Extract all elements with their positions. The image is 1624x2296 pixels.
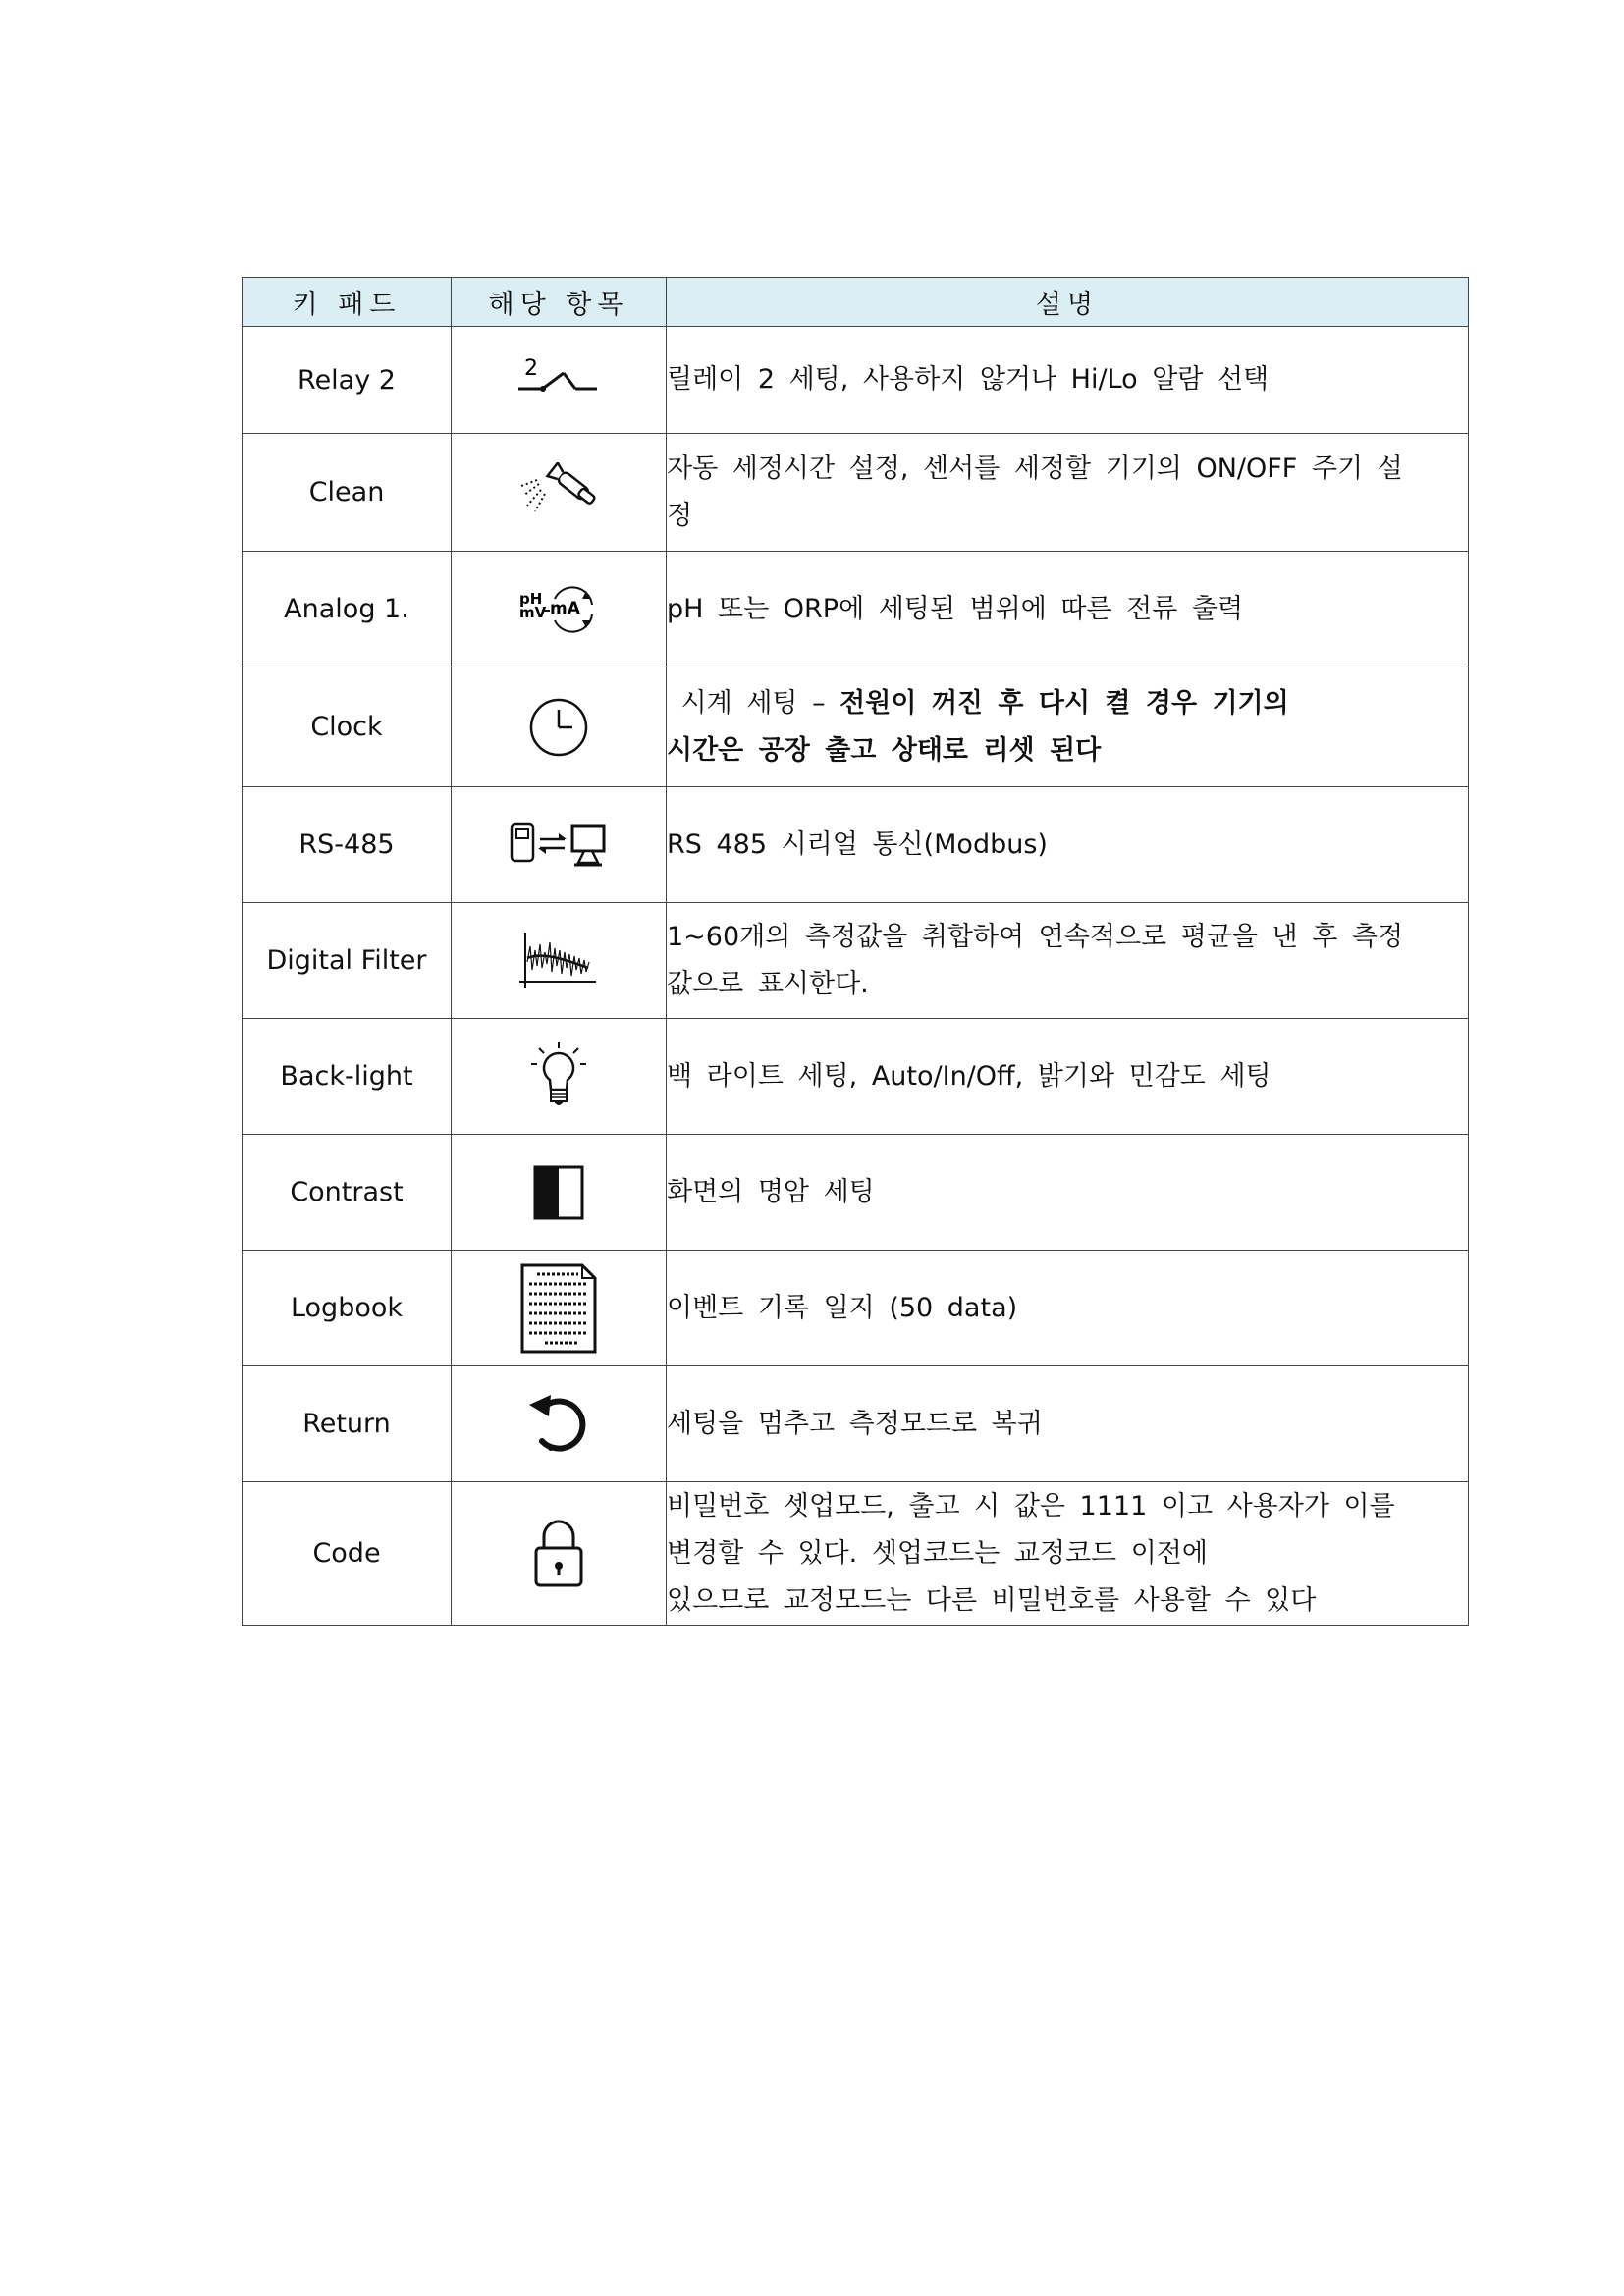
key-label: Analog 1. [243,552,452,667]
cleaning-spray-icon [519,462,598,523]
analog-ma-label: mA [550,598,580,618]
light-bulb-icon [529,1041,588,1113]
description-line: 값으로 표시한다. [667,968,869,999]
description-line: 1~60개의 측정값을 취합하여 연속적으로 평균을 낸 후 측정 [667,921,1404,952]
digital-filter-graph-icon [517,929,600,993]
table-row [243,434,1469,552]
key-label: Back-light [243,1019,452,1135]
header-keypad: 키 패드 [243,278,452,327]
contrast-icon [531,1163,586,1222]
key-label: Relay 2 [243,327,452,434]
key-label: RS-485 [243,787,452,903]
return-arrow-icon [525,1391,592,1458]
key-label: Clean [243,434,452,552]
description-line: RS 485 시리얼 통신(Modbus) [667,828,1048,860]
description-line: 화면의 명암 세팅 [667,1176,875,1207]
analog-ph-label: pH [519,589,543,608]
description-line: 세팅을 멈추고 측정모드로 복귀 [667,1408,1043,1439]
description-prefix: 시계 세팅 – [667,687,840,719]
relay-2-switch-icon [514,355,603,404]
clock-icon [527,696,590,759]
description-line: pH 또는 ORP에 세팅된 범위에 따른 전류 출력 [667,593,1244,624]
padlock-icon [530,1519,587,1589]
header-item: 해당 항목 [452,278,667,327]
table-row [243,1482,1469,1626]
logbook-document-icon [519,1262,598,1355]
description-line [667,680,1468,727]
description-line: 있으므로 교정모드는 다른 비밀번호를 사용할 수 있다 [667,1584,1317,1616]
table-row [243,552,1469,667]
key-label: Contrast [243,1135,452,1251]
key-label: Code [243,1482,452,1626]
description-line: 비밀번호 셋업모드, 출고 시 값은 1111 이고 사용자가 이를 [667,1490,1395,1522]
table-row [243,327,1469,434]
table-row [243,1251,1469,1366]
rs485-communication-icon [508,818,610,873]
table-row [243,1019,1469,1135]
ph-mv-ma-analog-icon [517,585,600,634]
description-line: 백 라이트 세팅, Auto/In/Off, 밝기와 민감도 세팅 [667,1060,1272,1092]
table-row [243,667,1469,787]
relay-number: 2 [524,356,538,381]
key-label: Clock [243,667,452,787]
table-row [243,903,1469,1019]
analog-mv-label: mV [519,603,547,621]
description-line: 자동 세정시간 설정, 센서를 세정할 기기의 ON/OFF 주기 설 [667,453,1403,484]
table-row [243,787,1469,903]
description-line: 시간은 공장 출고 상태로 리셋 된다 [667,734,1102,766]
description-line: 변경할 수 있다. 셋업코드는 교정코드 이전에 [667,1537,1208,1569]
table-row [243,1366,1469,1482]
description-line: 이벤트 기록 일지 (50 data) [667,1292,1018,1323]
keypad-table [242,277,1469,1626]
key-label: Return [243,1366,452,1482]
table-row [243,1135,1469,1251]
description-bold: 전원이 꺼진 후 다시 켤 경우 기기의 [839,687,1289,719]
key-label: Logbook [243,1251,452,1366]
key-label: Digital Filter [243,903,452,1019]
description-line: 릴레이 2 세팅, 사용하지 않거나 Hi/Lo 알람 선택 [667,364,1270,395]
table-header-row [243,278,1469,327]
description-line: 정 [667,500,693,531]
header-description: 설명 [667,278,1469,327]
